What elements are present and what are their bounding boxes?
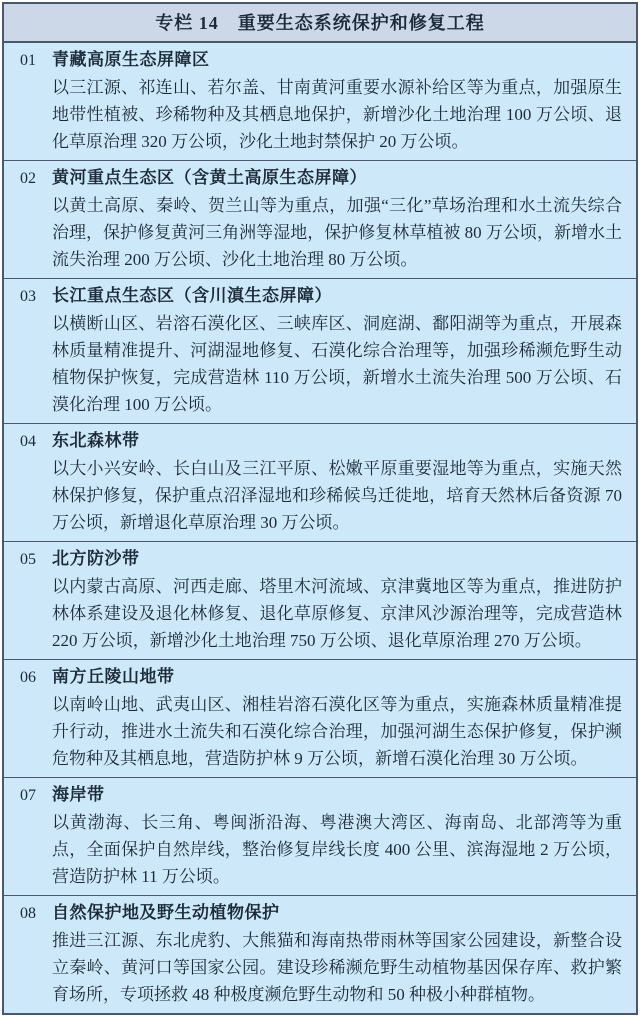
section-body: 推进三江源、东北虎豹、大熊猫和海南热带雨林等国家公园建设，新整合设立秦岭、黄河口等国家公园。建设珍稀濒危野生动植物基因保存库、救护繁育场所，专项拯救 48 种极度濒危野生动物和 50 种极小种群植物。 [52, 931, 622, 1004]
section-head [20, 663, 622, 691]
section-row-02 [4, 160, 636, 278]
section-number: 04 [20, 433, 36, 450]
section-title: 海岸带 [52, 785, 105, 804]
section-head [20, 899, 622, 927]
section-body: 以横断山区、岩溶石漠化区、三峡库区、洞庭湖、鄱阳湖等为重点，开展森林质量精准提升、河湖湿地修复、石漠化综合治理等，加强珍稀濒危野生动植物保护恢复，完成营造林 110 万公顷，新增水土流失治理 500 万公顷、石漠化治理 100 万公顷。 [52, 314, 622, 414]
section-body: 以三江源、祁连山、若尔盖、甘南黄河重要水源补给区等为重点，加强原生地带性植被、珍稀物种及其栖息地保护，新增沙化土地治理 100 万公顷、退化草原治理 320 万公顷，沙化土地封禁保护 20 万公顷。 [52, 78, 622, 151]
section-number: 07 [20, 787, 36, 804]
section-number: 03 [20, 288, 36, 305]
section-title: 东北森林带 [52, 431, 140, 450]
section-row-03 [4, 278, 636, 423]
section-number: 08 [20, 905, 36, 922]
section-body: 以大小兴安岭、长白山及三江平原、松嫩平原重要湿地等为重点，实施天然林保护修复，保护重点沼泽湿地和珍稀候鸟迁徙地，培育天然林后备资源 70 万公顷，新增退化草原治理 30 万公顷。 [52, 459, 622, 532]
policy-box [2, 2, 638, 1015]
section-body: 以黄渤海、长三角、粤闽浙沿海、粤港澳大湾区、海南岛、北部湾等为重点，全面保护自然岸线，整治修复岸线长度 400 公里、滨海湿地 2 万公顷，营造防护林 11 万公顷。 [52, 813, 622, 886]
section-row-07 [4, 777, 636, 895]
section-head [20, 46, 622, 74]
section-head [20, 164, 622, 192]
section-row-04 [4, 423, 636, 541]
section-title: 南方丘陵山地带 [52, 667, 175, 686]
section-number: 06 [20, 669, 36, 686]
section-number: 01 [20, 52, 36, 69]
section-title: 黄河重点生态区（含黄土高原生态屏障） [52, 168, 367, 187]
section-title: 自然保护地及野生动植物保护 [52, 903, 280, 922]
section-row-01 [4, 43, 636, 160]
section-body: 以南岭山地、武夷山区、湘桂岩溶石漠化区等为重点，实施森林质量精准提升行动，推进水土流失和石漠化综合治理，加强河湖生态保护修复，保护濒危物种及其栖息地，营造防护林 9 万公顷，新增石漠化治理 30 万公顷。 [52, 695, 622, 768]
section-head [20, 282, 622, 310]
box-title: 专栏 14 重要生态系统保护和修复工程 [4, 4, 636, 43]
section-number: 02 [20, 170, 36, 187]
section-head [20, 545, 622, 573]
section-row-06 [4, 659, 636, 777]
section-number: 05 [20, 551, 36, 568]
section-title: 北方防沙带 [52, 549, 140, 568]
section-title: 青藏高原生态屏障区 [52, 50, 210, 69]
section-head [20, 427, 622, 455]
section-body: 以内蒙古高原、河西走廊、塔里木河流域、京津冀地区等为重点，推进防护林体系建设及退化林修复、退化草原修复、京津风沙源治理等，完成营造林 220 万公顷，新增沙化土地治理 750 万公顷、退化草原治理 270 万公顷。 [52, 577, 622, 650]
section-head [20, 781, 622, 809]
section-title: 长江重点生态区（含川滇生态屏障） [52, 286, 332, 305]
section-body: 以黄土高原、秦岭、贺兰山等为重点，加强“三化”草场治理和水土流失综合治理，保护修复黄河三角洲等湿地，保护修复林草植被 80 万公顷，新增水土流失治理 200 万公顷、沙化土地治理 80 万公顷。 [52, 196, 622, 269]
section-row-05 [4, 541, 636, 659]
section-row-08 [4, 895, 636, 1013]
